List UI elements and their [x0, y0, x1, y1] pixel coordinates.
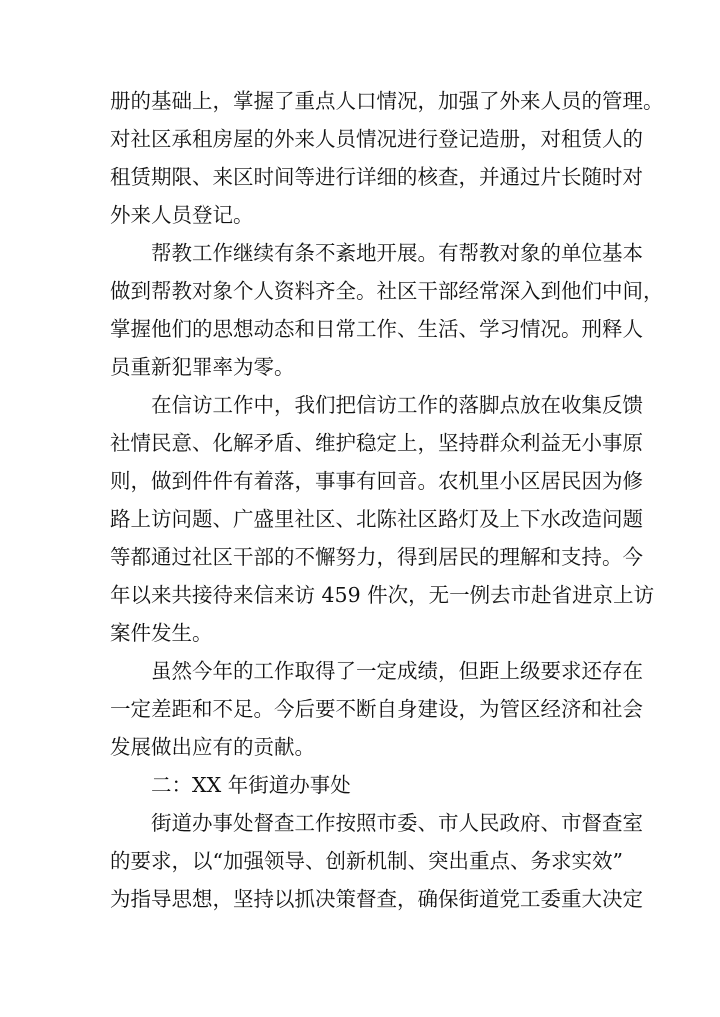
- text-line: 社情民意、化解矛盾、维护稳定上，坚持群众利益无小事原: [110, 431, 643, 455]
- text-line: 的要求，以“加强领导、创新机制、突出重点、务求实效”: [110, 849, 623, 873]
- text-line: 发展做出应有的贡献。: [110, 735, 315, 759]
- text-line: 年以来共接待来信来访 459 件次，无一例去市赴省进京上访: [110, 583, 655, 607]
- text-line: 租赁期限、来区时间等进行详细的核查，并通过片长随时对: [110, 165, 643, 189]
- text-line: 则，做到件件有着落，事事有回音。农机里小区居民因为修: [110, 469, 643, 493]
- paragraph-petition-work: [110, 386, 655, 652]
- text-line: 对社区承租房屋的外来人员情况进行登记造册，对租赁人的: [110, 127, 643, 151]
- text-line: 案件发生。: [110, 621, 213, 645]
- text-line: 帮教工作继续有条不紊地开展。有帮教对象的单位基本: [151, 241, 643, 265]
- text-line: 掌握他们的思想动态和日常工作、生活、学习情况。刑释人: [110, 317, 643, 341]
- text-line: 员重新犯罪率为零。: [110, 355, 295, 379]
- paragraph-assistance-work: [110, 234, 664, 386]
- text-line: 为指导思想，坚持以抓决策督查，确保街道党工委重大决定: [110, 887, 643, 911]
- text-line: 一定差距和不足。今后要不断自身建设，为管区经济和社会: [110, 697, 643, 721]
- text-line: 路上访问题、广盛里社区、北陈社区路灯及上下水改造问题: [110, 507, 643, 531]
- text-line: 街道办事处督查工作按照市委、市人民政府、市督查室: [151, 811, 643, 835]
- heading-line: 二：XX 年街道办事处: [151, 773, 351, 797]
- paragraph-supervision-work: [110, 804, 643, 918]
- text-line: 做到帮教对象个人资料齐全。社区干部经常深入到他们中间，: [110, 279, 664, 303]
- text-line: 册的基础上，掌握了重点人口情况，加强了外来人员的管理。: [110, 89, 664, 113]
- text-line: 等都通过社区干部的不懈努力，得到居民的理解和支持。今: [110, 545, 643, 569]
- text-line: 外来人员登记。: [110, 203, 254, 227]
- paragraph-population-management: [110, 82, 664, 234]
- text-line: 虽然今年的工作取得了一定成绩，但距上级要求还存在: [151, 659, 643, 683]
- document-page: [110, 82, 664, 918]
- text-line: 在信访工作中，我们把信访工作的落脚点放在收集反馈: [151, 393, 643, 417]
- section-heading: [110, 766, 612, 804]
- paragraph-shortcomings: [110, 652, 643, 766]
